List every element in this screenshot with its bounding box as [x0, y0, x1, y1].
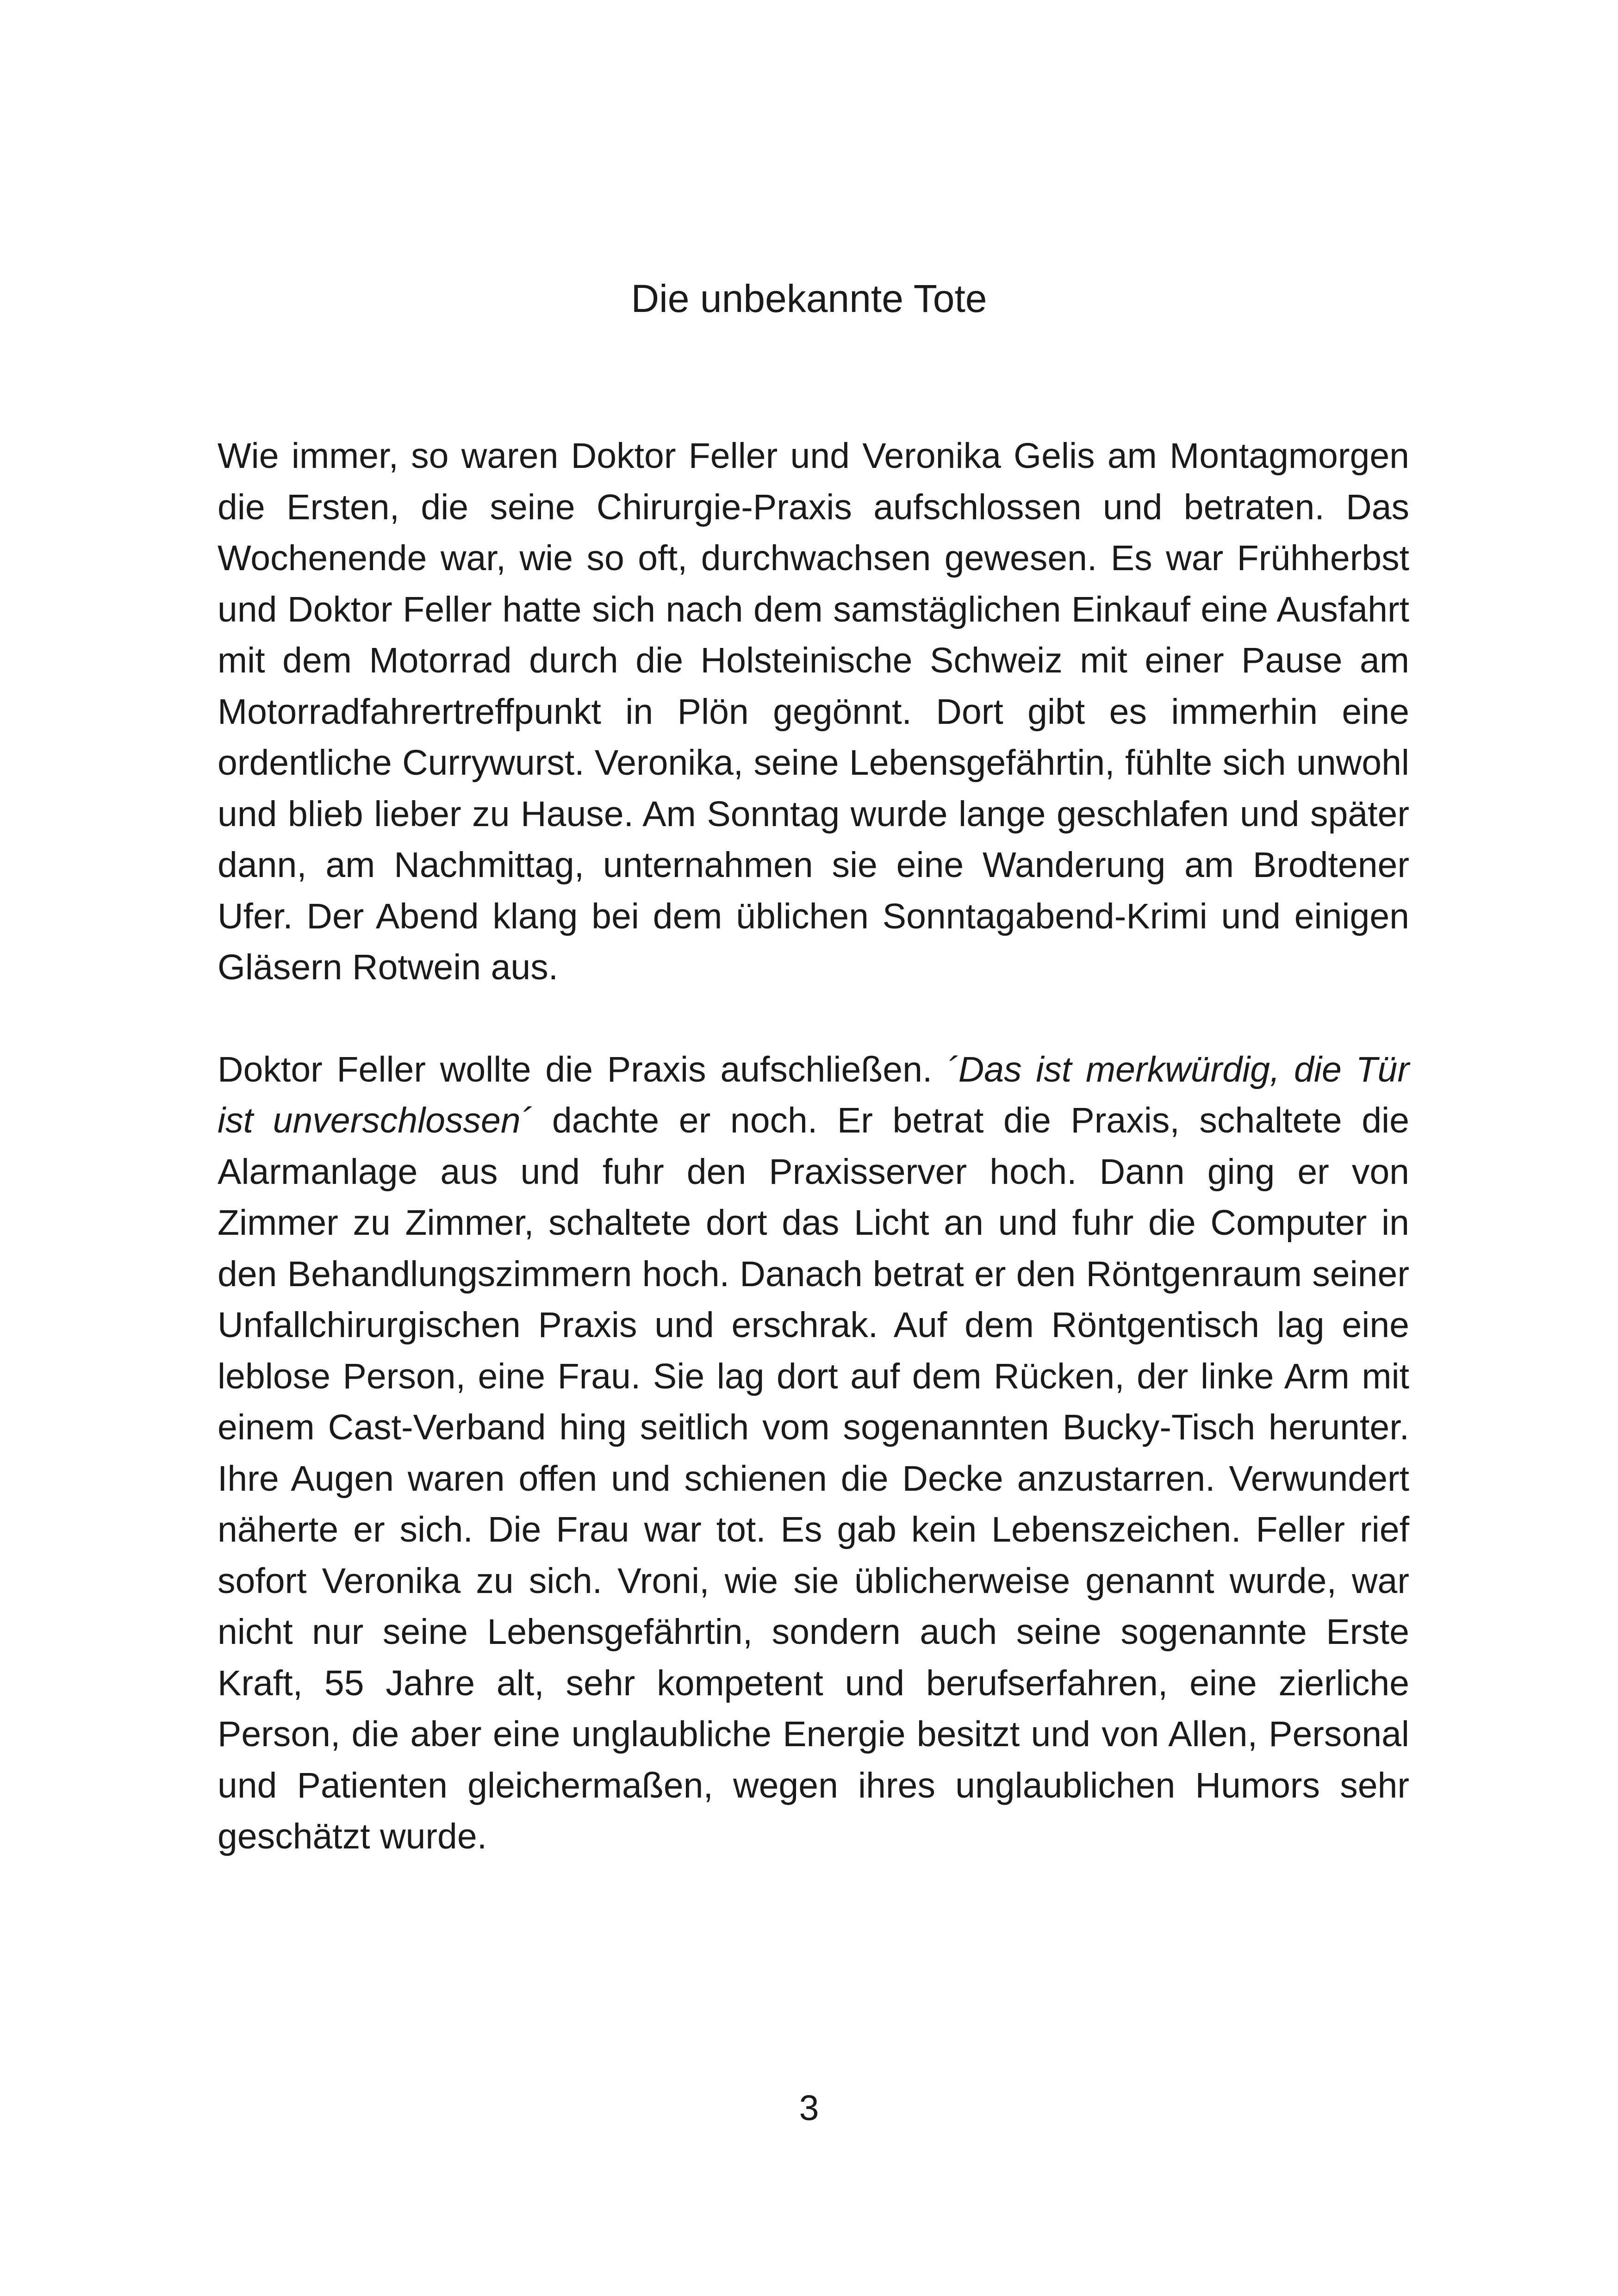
paragraph-2 [218, 1044, 1409, 1862]
paragraph-2-thought: ´Das ist merkwürdig, die Tür ist unverschlossen´ [218, 1049, 1409, 1140]
page-number: 3 [799, 2088, 819, 2128]
paragraph-2-lead: Doktor Feller wollte die Praxis aufschließen. [218, 1049, 947, 1089]
paragraph-1: Wie immer, so waren Doktor Feller und Veronika Gelis am Montagmorgen die Ersten, die seine Chirurgie-Praxis aufschlossen und betraten. Das Wochenende war, wie so oft, durchwachsen gewesen. Es war Frühherbst und Doktor Feller hatte sich nach dem samstäglichen Einkauf eine Ausfahrt mit dem Motorrad durch die Holsteinische Schweiz mit einer Pause am Motorradfahrertreffpunkt in Plön gegönnt. Dort gibt es immerhin eine ordentliche Currywurst. Veronika, seine Lebensgefährtin, fühlte sich unwohl und blieb lieber zu Hause. Am Sonntag wurde lange geschlafen und später dann, am Nachmittag, unternahmen sie eine Wanderung am Brodtener Ufer. Der Abend klang bei dem üblichen Sonntagabend-Krimi und einigen Gläsern Rotwein aus. [218, 436, 1409, 987]
chapter-body [218, 430, 1409, 1862]
chapter-title: Die unbekannte Tote [631, 277, 987, 320]
paragraph-2-rest: dachte er noch. Er betrat die Praxis, schaltete die Alarmanlage aus und fuhr den Praxisserver hoch. Dann ging er von Zimmer zu Zimmer, schaltete dort das Licht an und fuhr die Computer in den Behandlungszimmern hoch. Danach betrat er den Röntgenraum seiner Unfallchirurgischen Praxis und erschrak. Auf dem Röntgentisch lag eine leblose Person, eine Frau. Sie lag dort auf dem Rücken, der linke Arm mit einem Cast-Verband hing seitlich vom sogenannten Bucky-Tisch herunter. Ihre Augen waren offen und schienen die Decke anzustarren. Verwundert näherte er sich. Die Frau war tot. Es gab kein Lebenszeichen. Feller rief sofort Veronika zu sich. Vroni, wie sie üblicherweise genannt wurde, war nicht nur seine Lebensgefährtin, sondern auch seine sogenannte Erste Kraft, 55 Jahre alt, sehr kompetent und berufserfahren, eine zierliche Person, die aber eine unglaubliche Energie besitzt und von Allen, Personal und Patienten gleichermaßen, wegen ihres unglaublichen Humors sehr geschätzt wurde. [218, 1101, 1409, 1856]
